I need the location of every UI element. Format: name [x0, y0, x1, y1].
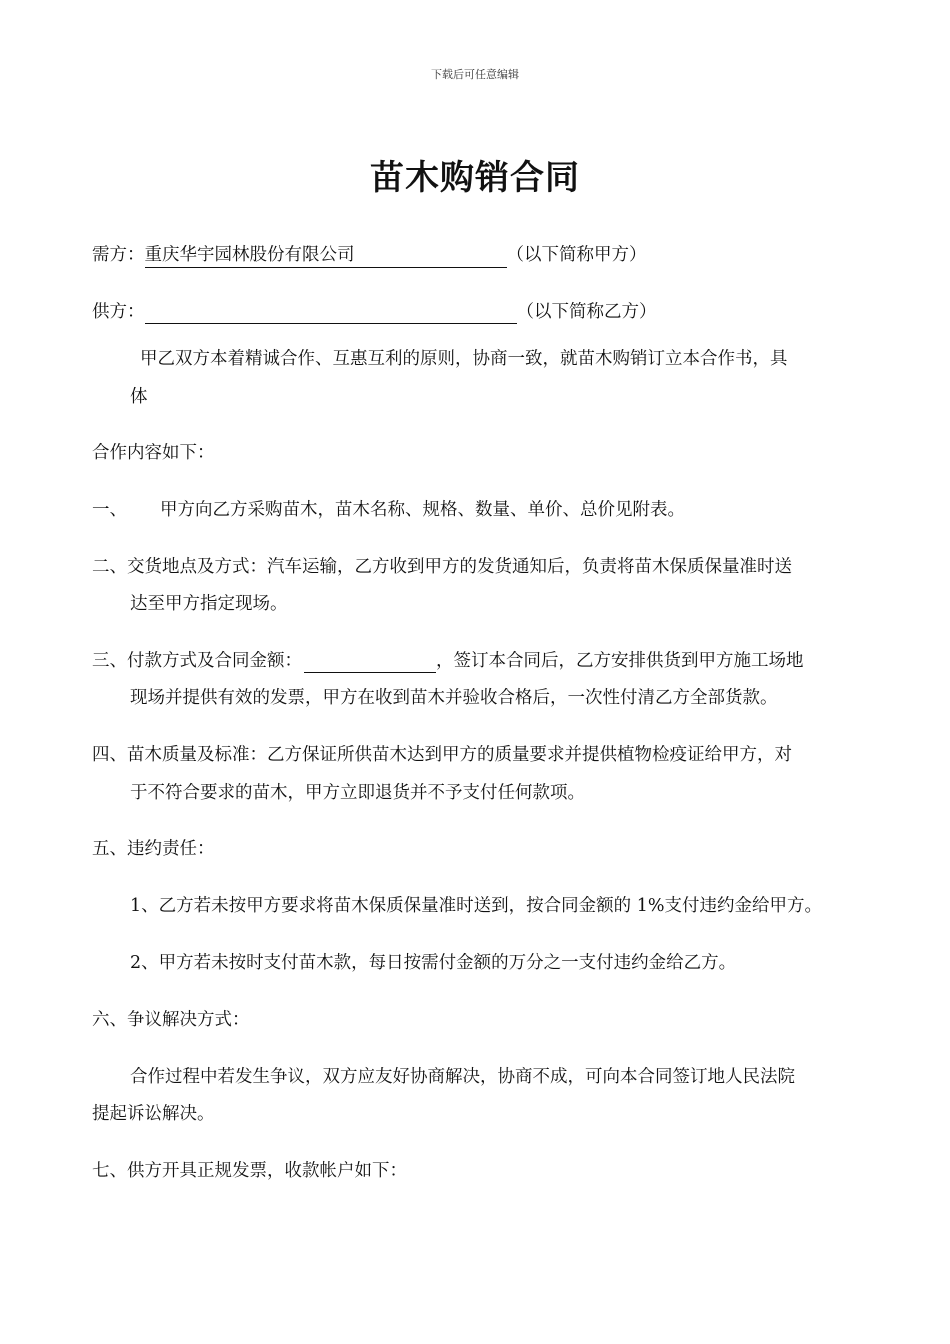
clause-7-heading: 七、供方开具正规发票，收款帐户如下： [92, 1161, 407, 1181]
clause-6-line-2: 提起诉讼解决。 [92, 1104, 215, 1124]
intro-line-2: 体 [130, 387, 148, 407]
buyer-suffix: （以下简称甲方） [506, 245, 647, 265]
supplier-suffix: （以下简称乙方） [516, 302, 657, 322]
buyer-label: 需方： [92, 245, 145, 265]
clause-1-text: 甲方向乙方采购苗木，苗木名称、规格、数量、单价、总价见附表。 [160, 500, 685, 520]
clause-6-line-1: 合作过程中若发生争议，双方应友好协商解决，协商不成，可向本合同签订地人民法院 [130, 1067, 795, 1087]
clause-5-heading: 五、违约责任： [92, 839, 215, 859]
clause-5-item-1: 1、乙方若未按甲方要求将苗木保质保量准时送到，按合同金额的 1%支付违约金给甲方。 [130, 896, 822, 916]
supplier-name-blank [145, 301, 517, 324]
clause-4-line-2: 于不符合要求的苗木，甲方立即退货并不予支付任何款项。 [130, 783, 585, 803]
clause-5-item-2: 2、甲方若未按时支付苗木款，每日按需付金额的万分之一支付违约金给乙方。 [130, 953, 737, 973]
supplier-line [92, 300, 657, 324]
buyer-line [92, 243, 647, 268]
clause-6-heading: 六、争议解决方式： [92, 1010, 250, 1030]
contract-amount-blank [304, 650, 436, 673]
document-title: 苗木购销合同 [370, 158, 580, 198]
buyer-name: 重庆华宇园林股份有限公司 [144, 245, 355, 265]
buyer-name-field [145, 243, 507, 268]
clause-3-prefix: 三、付款方式及合同金额： [92, 651, 302, 671]
clause-3-line-1 [92, 649, 804, 673]
intro-line-3: 合作内容如下： [92, 443, 215, 463]
header-note: 下载后可任意编辑 [431, 68, 519, 81]
clause-3-after: ，签订本合同后，乙方安排供货到甲方施工场地 [436, 651, 804, 671]
clause-1-number: 一、 [92, 500, 127, 520]
clause-2-line-2: 达至甲方指定现场。 [130, 594, 288, 614]
intro-line-1: 甲乙双方本着精诚合作、互惠互利的原则，协商一致，就苗木购销订立本合作书，具 [140, 349, 788, 369]
clause-3-line-2: 现场并提供有效的发票，甲方在收到苗木并验收合格后，一次性付清乙方全部货款。 [130, 688, 778, 708]
clause-4-line-1: 四、苗木质量及标准：乙方保证所供苗木达到甲方的质量要求并提供植物检疫证给甲方，对 [92, 745, 792, 765]
clause-2-line-1: 二、交货地点及方式：汽车运输，乙方收到甲方的发货通知后，负责将苗木保质保量准时送 [92, 557, 792, 577]
supplier-label: 供方： [92, 302, 145, 322]
